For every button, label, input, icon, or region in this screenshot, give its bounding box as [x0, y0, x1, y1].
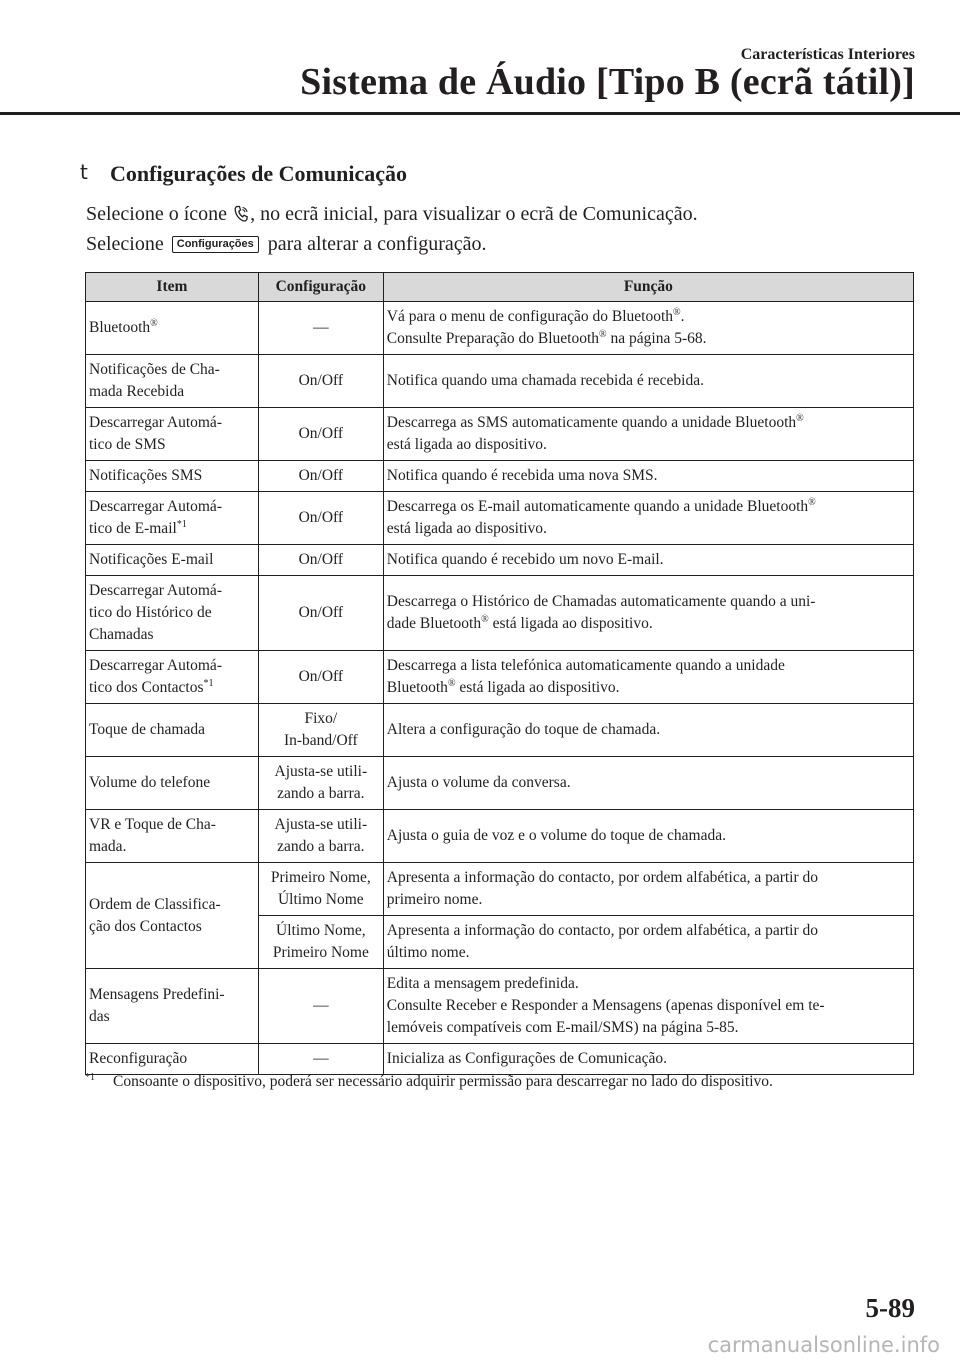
cell-text-line: In-band/Off — [283, 732, 358, 749]
function-cell — [383, 461, 913, 492]
item-cell — [86, 492, 259, 545]
function-text: . — [680, 308, 685, 325]
setting-cell — [258, 704, 383, 757]
setting-cell — [258, 545, 383, 576]
intro-text-select: Selecione — [86, 233, 169, 255]
function-text: Apresenta a informação do contacto, por ordem alfabética, a partir do — [386, 922, 819, 939]
table-row — [86, 863, 914, 916]
table-row — [86, 545, 914, 576]
cell-text-line: Descarregar Automá- — [89, 498, 222, 515]
setting-cell — [258, 863, 383, 916]
function-cell — [383, 969, 913, 1044]
item-cell — [86, 408, 259, 461]
table-row — [86, 810, 914, 863]
watermark: carmanualsonline.info — [707, 1333, 940, 1357]
page-header-title: Sistema de Áudio [Tipo B (ecrã tátil)] — [300, 61, 915, 103]
registered-mark: ® — [808, 497, 816, 508]
setting-cell — [258, 757, 383, 810]
item-superscript: *1 — [203, 678, 214, 689]
function-cell — [383, 545, 913, 576]
table-row — [86, 576, 914, 651]
registered-mark: ® — [599, 329, 607, 340]
intro-text-change: para alterar a configuração. — [262, 233, 487, 255]
function-text: Notifica quando é recebido um novo E-mail. — [386, 551, 664, 568]
setting-cell — [258, 969, 383, 1044]
function-text: Descarrega os E-mail automaticamente quando a unidade Bluetooth — [386, 498, 809, 515]
cell-text-line: — — [313, 319, 329, 336]
cell-text-line: mada. — [89, 838, 127, 855]
setting-cell — [258, 576, 383, 651]
footnote-text: Consoante o dispositivo, poderá ser necessário adquirir permissão para descarregar no lado do dispositivo. — [113, 1073, 773, 1090]
cell-text-line: Volume do telefone — [89, 774, 211, 791]
cell-text-line: Notificações E-mail — [89, 551, 214, 568]
function-cell — [383, 1044, 913, 1075]
cell-text-line: Ajusta-se utili- — [274, 763, 368, 780]
function-cell — [383, 863, 913, 916]
cell-text-line: tico do Histórico de — [89, 604, 212, 621]
cell-text-line: Reconfiguração — [89, 1050, 188, 1067]
item-cell — [86, 461, 259, 492]
function-cell — [383, 576, 913, 651]
setting-cell — [258, 408, 383, 461]
item-cell — [86, 810, 259, 863]
registered-mark: ® — [796, 413, 804, 424]
function-text: Bluetooth — [386, 679, 448, 696]
table-row — [86, 757, 914, 810]
cell-text-line: — — [313, 1050, 329, 1067]
function-text: Descarrega a lista telefónica automaticamente quando a unidade — [386, 657, 785, 674]
header-setting: Configuração — [258, 273, 383, 302]
header-section-label: Características Interiores — [740, 46, 915, 63]
cell-text-line: zando a barra. — [277, 785, 365, 802]
function-text: Vá para o menu de configuração do Bluetooth — [386, 308, 674, 325]
cell-text-line: Chamadas — [89, 626, 154, 643]
table-row — [86, 302, 914, 355]
cell-text-line: — — [313, 997, 329, 1014]
function-text: na página 5-68. — [606, 330, 707, 347]
table-row — [86, 461, 914, 492]
item-superscript: *1 — [176, 519, 187, 530]
cell-text-line: Notificações SMS — [89, 467, 203, 484]
function-text: Consulte Receber e Responder a Mensagens (apenas disponível em te- — [386, 997, 825, 1014]
setting-cell — [258, 651, 383, 704]
function-text: Ajusta o volume da conversa. — [386, 774, 571, 791]
section-marker: t — [80, 160, 88, 184]
cell-text-line: Bluetooth — [89, 319, 151, 336]
item-cell — [86, 757, 259, 810]
setting-cell — [258, 302, 383, 355]
function-cell — [383, 704, 913, 757]
setting-cell — [258, 810, 383, 863]
cell-text-line: Descarregar Automá- — [89, 657, 222, 674]
function-text: Descarrega as SMS automaticamente quando a unidade Bluetooth — [386, 414, 797, 431]
intro-line-1 — [86, 203, 698, 226]
cell-text-line: das — [89, 1008, 110, 1025]
phone-icon — [233, 205, 249, 223]
table-row — [86, 492, 914, 545]
setting-cell — [258, 355, 383, 408]
item-cell — [86, 704, 259, 757]
item-cell — [86, 576, 259, 651]
cell-text-line: Último Nome, — [276, 922, 366, 939]
cell-text-line: Toque de chamada — [89, 721, 205, 738]
function-text: Descarrega o Histórico de Chamadas automaticamente quando a uni- — [386, 593, 816, 610]
function-cell — [383, 757, 913, 810]
function-cell — [383, 916, 913, 969]
setting-cell — [258, 492, 383, 545]
function-text: Apresenta a informação do contacto, por ordem alfabética, a partir do — [386, 869, 819, 886]
function-text: está ligada ao dispositivo. — [386, 436, 547, 453]
cell-text-line: On/Off — [298, 604, 344, 621]
cell-text-line: tico de SMS — [89, 436, 166, 453]
function-text: está ligada ao dispositivo. — [386, 520, 547, 537]
table-row — [86, 1044, 914, 1075]
cell-text-line: Mensagens Predefini- — [89, 986, 225, 1003]
function-text: Notifica quando uma chamada recebida é recebida. — [386, 372, 704, 389]
cell-text-line: On/Off — [298, 551, 344, 568]
footnote-mark: *1 — [85, 1072, 95, 1083]
page-number: 5-89 — [865, 1293, 915, 1323]
cell-text-line: On/Off — [298, 425, 344, 442]
function-text: Consulte Preparação do Bluetooth — [386, 330, 600, 347]
table-row — [86, 408, 914, 461]
table-row — [86, 355, 914, 408]
footnote — [85, 1073, 773, 1091]
cell-text-line: tico dos Contactos — [89, 679, 204, 696]
cell-text-line: On/Off — [298, 509, 344, 526]
cell-text-line: Descarregar Automá- — [89, 582, 222, 599]
table-row — [86, 969, 914, 1044]
function-text: Edita a mensagem predefinida. — [386, 975, 579, 992]
header-function: Função — [383, 273, 913, 302]
cell-text-line: On/Off — [298, 372, 344, 389]
registered-mark: ® — [481, 614, 489, 625]
function-text: Inicializa as Configurações de Comunicação. — [386, 1050, 667, 1067]
item-cell — [86, 355, 259, 408]
cell-text-line: ção dos Contactos — [89, 917, 202, 935]
registered-mark: ® — [447, 678, 456, 689]
intro-line-2 — [86, 233, 487, 256]
configuracoes-button[interactable]: Configurações — [172, 236, 259, 253]
function-cell — [383, 408, 913, 461]
table-row — [86, 704, 914, 757]
cell-text-line: mada Recebida — [89, 383, 185, 400]
function-text: lemóveis compatíveis com E-mail/SMS) na página 5-85. — [386, 1019, 739, 1036]
function-text: dade Bluetooth — [386, 615, 482, 632]
cell-text-line: Ajusta-se utili- — [274, 816, 368, 833]
cell-text-line: Fixo/ — [304, 710, 338, 727]
function-text: Altera a configuração do toque de chamada. — [386, 721, 661, 738]
function-cell — [383, 492, 913, 545]
intro-text-before-icon: Selecione o ícone — [86, 203, 233, 225]
settings-table — [85, 272, 914, 1075]
section-title: Configurações de Comunicação — [110, 161, 407, 186]
registered-mark: ® — [673, 307, 681, 318]
item-cell — [86, 969, 259, 1044]
function-cell — [383, 810, 913, 863]
item-cell — [86, 1044, 259, 1075]
cell-text-line: Primeiro Nome — [272, 944, 369, 961]
function-cell — [383, 302, 913, 355]
item-cell — [86, 863, 259, 969]
function-cell — [383, 651, 913, 704]
setting-cell — [258, 461, 383, 492]
function-text: primeiro nome. — [386, 891, 483, 908]
cell-text-line: VR e Toque de Cha- — [89, 816, 216, 833]
table-header-row — [86, 273, 914, 302]
function-text: está ligada ao dispositivo. — [488, 615, 653, 632]
cell-text-line: Notificações de Cha- — [89, 361, 220, 378]
cell-text-line: On/Off — [298, 668, 344, 685]
item-superscript: ® — [150, 318, 158, 329]
function-text: último nome. — [386, 944, 470, 961]
cell-text-line: zando a barra. — [277, 838, 365, 855]
function-text: Ajusta o guia de voz e o volume do toque de chamada. — [386, 827, 726, 844]
item-cell — [86, 545, 259, 576]
cell-text-line: Ordem de Classifica- — [89, 895, 221, 913]
item-cell — [86, 302, 259, 355]
intro-text-after-icon: , no ecrã inicial, para visualizar o ecrã de Comunicação. — [250, 203, 698, 225]
function-cell — [383, 355, 913, 408]
header-divider — [0, 112, 960, 115]
setting-cell — [258, 916, 383, 969]
header-item: Item — [86, 273, 259, 302]
cell-text-line: Primeiro Nome, — [270, 869, 371, 886]
table-row — [86, 651, 914, 704]
cell-text-line: tico de E-mail — [89, 520, 177, 537]
function-text: Notifica quando é recebida uma nova SMS. — [386, 467, 658, 484]
function-text: está ligada ao dispositivo. — [455, 679, 620, 696]
cell-text-line: Último Nome — [277, 891, 364, 908]
item-cell — [86, 651, 259, 704]
cell-text-line: On/Off — [298, 467, 344, 484]
cell-text-line: Descarregar Automá- — [89, 414, 222, 431]
setting-cell — [258, 1044, 383, 1075]
